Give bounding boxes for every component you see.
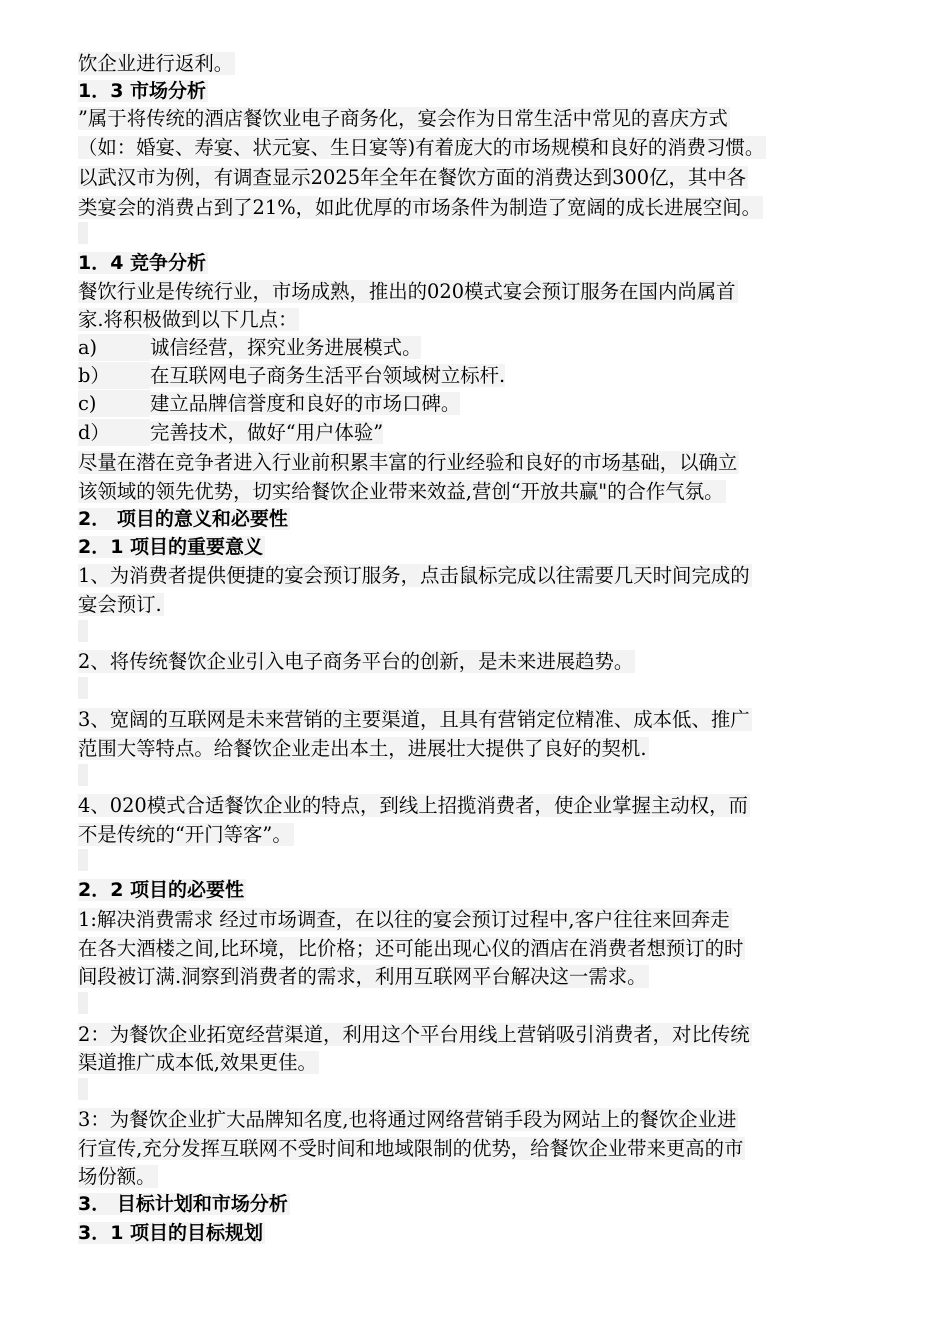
paragraph-line: 行宣传,充分发挥互联网不受时间和地域限制的优势，给餐饮企业带来更高的市: [78, 1137, 744, 1160]
blank-line: [78, 764, 88, 786]
section-heading: 2． 项目的意义和必要性: [78, 508, 288, 530]
paragraph-line: 尽量在潜在竞争者进入行业前积累丰富的行业经验和良好的市场基础，以确立: [78, 451, 738, 474]
section-heading: 2．1 项目的重要意义: [78, 536, 264, 558]
paragraph-line: 2：为餐饮企业拓宽经营渠道，利用这个平台用线上营销吸引消费者，对比传统: [78, 1023, 750, 1046]
list-item: a) 诚信经营，探究业务进展模式。: [78, 336, 422, 359]
paragraph-line: 在各大酒楼之间,比环境，比价格；还可能出现心仪的酒店在消费者想预订的时: [78, 937, 744, 960]
paragraph-line: 1:解决消费需求 经过市场调查，在以往的宴会预订过程中,客户往往来回奔走: [78, 908, 730, 931]
blank-line: [78, 849, 88, 871]
paragraph-line: 不是传统的“开门等客”。: [78, 823, 292, 846]
list-item: d） 完善技术，做好“用户体验”: [78, 421, 384, 444]
section-heading: 3． 目标计划和市场分析: [78, 1193, 288, 1215]
paragraph-line: （如：婚宴、寿宴、状元宴、生日宴等)有着庞大的市场规模和良好的消费习惯。: [78, 136, 765, 159]
list-item: c) 建立品牌信誉度和良好的市场口碑。: [78, 392, 461, 415]
paragraph-line: 4、020模式合适餐饮企业的特点，到线上招揽消费者，使企业掌握主动权，而: [78, 794, 748, 817]
paragraph-line: 渠道推广成本低,效果更佳。: [78, 1051, 317, 1074]
paragraph-line: 宴会预订.: [78, 593, 162, 616]
paragraph-line: 1、为消费者提供便捷的宴会预订服务，点击鼠标完成以往需要几天时间完成的: [78, 564, 750, 587]
paragraph-line: 该领域的领先优势，切实给餐饮企业带来效益,营创“开放共赢"的合作气氛。: [78, 480, 724, 503]
paragraph-line: 餐饮行业是传统行业，市场成熟，推出的020模式宴会预订服务在国内尚属首: [78, 280, 736, 303]
paragraph-line: 场份额。: [78, 1165, 156, 1188]
section-heading: 2．2 项目的必要性: [78, 879, 245, 901]
paragraph-line: 间段被订满.洞察到消费者的需求，利用互联网平台解决这一需求。: [78, 965, 647, 988]
paragraph-line: 饮企业进行返利。: [78, 52, 234, 75]
paragraph-line: 类宴会的消费占到了21%，如此优厚的市场条件为制造了宽阔的成长进展空间。: [78, 196, 761, 219]
list-item: b） 在互联网电子商务生活平台领域树立标杆.: [78, 364, 506, 387]
paragraph-line: 以武汉市为例，有调查显示2025年全年在餐饮方面的消费达到300亿，其中各: [78, 166, 747, 189]
blank-line: [78, 992, 88, 1014]
paragraph-line: 2、将传统餐饮企业引入电子商务平台的创新，是未来进展趋势。: [78, 650, 634, 673]
paragraph-line: 3、宽阔的互联网是未来营销的主要渠道，且具有营销定位精准、成本低、推广: [78, 708, 750, 731]
section-heading: 1．3 市场分析: [78, 80, 207, 102]
paragraph-line: 范围大等特点。给餐饮企业走出本土，进展壮大提供了良好的契机.: [78, 737, 647, 760]
section-heading: 3．1 项目的目标规划: [78, 1222, 264, 1244]
blank-line: [78, 1078, 88, 1100]
paragraph-line: 3：为餐饮企业扩大品牌知名度,也将通过网络营销手段为网站上的餐饮企业进: [78, 1108, 737, 1131]
blank-line: [78, 620, 88, 642]
section-heading: 1．4 竞争分析: [78, 252, 207, 274]
blank-line: [78, 222, 88, 244]
paragraph-line: 家.将积极做到以下几点：: [78, 308, 298, 331]
blank-line: [78, 677, 88, 699]
paragraph-line: ”属于将传统的酒店餐饮业电子商务化，宴会作为日常生活中常见的喜庆方式: [78, 107, 728, 130]
